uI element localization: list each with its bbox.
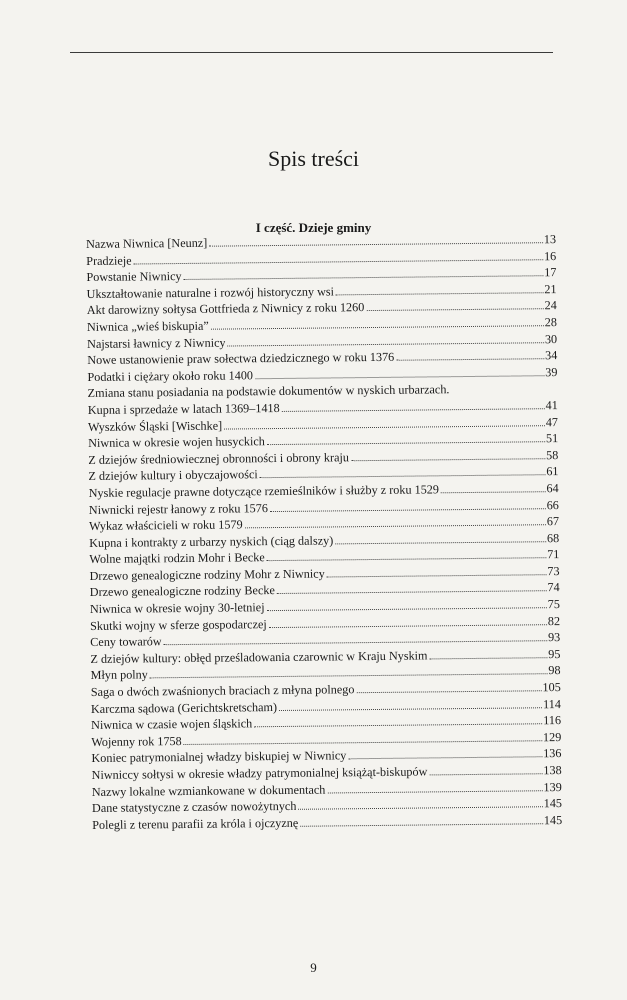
toc-entry-title: Niwnicki rejestr łanowy z roku 1576 (88, 500, 268, 517)
toc-entry-page: 51 (545, 431, 559, 446)
toc-entry-title: Niwniccy sołtysi w okresie władzy patrymonialnej książąt-biskupów (91, 764, 428, 782)
dot-leader (211, 325, 544, 329)
toc-entry-page: 67 (546, 514, 560, 529)
dot-leader (396, 358, 544, 361)
dot-leader (224, 425, 545, 429)
dot-leader (269, 624, 547, 628)
toc-entry-title: Z dziejów średniowiecznej obronności i obrony kraju (88, 449, 350, 467)
dot-leader (254, 723, 542, 727)
toc-entry-title: Wojenny rok 1758 (91, 733, 182, 749)
toc-entry-page: 93 (547, 630, 561, 645)
dot-leader (336, 292, 543, 295)
toc-entry-title: Kupna i sprzedaże w latach 1369–1418 (87, 400, 280, 417)
dot-leader (134, 259, 543, 264)
toc-entry-title: Najstarsi ławnicy z Niwnicy (87, 335, 226, 351)
toc-entry-page: 73 (547, 563, 560, 579)
toc-entry-page: 105 (542, 680, 561, 695)
toc-entry-page: 47 (545, 414, 559, 429)
dot-leader (351, 458, 545, 461)
toc-entry-page: 41 (545, 398, 558, 413)
toc-entry-title: Młyn polny (90, 667, 148, 683)
toc-entry-page: 61 (546, 464, 559, 479)
toc-entry-page: 138 (543, 763, 562, 778)
dot-leader (260, 475, 546, 479)
dot-leader (441, 491, 546, 493)
dot-leader (300, 823, 543, 827)
dot-leader (267, 607, 547, 611)
dot-leader (184, 740, 542, 745)
toc-entry-title: Kupna i kontrakty z urbarzy nyskich (ciąg dalszy) (89, 533, 334, 550)
dot-leader (348, 757, 542, 760)
toc-entry-title: Niwnica w okresie wojny 30-letniej (89, 600, 265, 617)
toc-entry-page: 66 (546, 497, 559, 512)
toc-entry-page: 145 (543, 812, 563, 828)
toc-entry-page: 21 (544, 281, 557, 296)
toc-entry-title: Nyskie regulacje prawne dotyczące rzemieślników i służby z roku 1529 (88, 482, 440, 500)
toc-entry-page: 71 (547, 547, 560, 562)
dot-leader (327, 790, 542, 793)
dot-leader (277, 591, 547, 595)
toc-entry-page: 95 (548, 646, 561, 662)
toc-entry-page: 74 (547, 580, 560, 595)
toc-entry-title: Niwnica w okresie wojen husyckich (88, 434, 265, 451)
toc-entry-page: 16 (543, 248, 557, 263)
toc-entry-title: Ceny towarów (90, 634, 162, 650)
part-heading: I część. Dzieje gminy (255, 220, 372, 235)
page-title: Spis treści (267, 146, 360, 171)
toc-entry-page: 58 (546, 447, 559, 462)
toc-entry-page: 34 (545, 348, 558, 363)
toc-entry-title: Koniec patrymonialnej władzy biskupiej w Niwnicy (91, 748, 347, 766)
dot-leader (429, 773, 542, 775)
dot-leader (298, 806, 542, 810)
toc-entry-title: Saga o dwóch zwaśnionych braciach z młyna polnego (90, 682, 355, 700)
dot-leader (430, 657, 548, 659)
toc-entry-title: Polegli z terenu parafii za króla i ojczyznę (92, 815, 299, 832)
toc-entry-title: Wykaz właścicieli w roku 1579 (88, 517, 243, 534)
toc-entry-page: 116 (543, 713, 562, 728)
toc-entry-page: 30 (544, 331, 558, 346)
toc-entry-title: Dane statystyczne z czasów nowożytnych (91, 799, 297, 816)
toc-entry-title: Akt darowizny sołtysa Gottfrieda z Niwnicy z roku 1260 (86, 300, 365, 318)
toc-entry-title: Niwnica w czasie wojen śląskich (91, 716, 253, 733)
dot-leader (209, 242, 543, 246)
dot-leader (356, 690, 541, 693)
toc-entry-page: 39 (545, 364, 558, 379)
toc-entry-page: 24 (544, 298, 557, 313)
toc-entry-page: 114 (543, 696, 561, 711)
toc-entry-page: 17 (544, 265, 557, 280)
toc-entry-title: Z dziejów kultury i obyczajowości (88, 467, 258, 484)
page-number: 9 (310, 960, 317, 975)
table-of-contents (86, 231, 562, 833)
toc-entry-title: Niwnica „wieś biskupia” (86, 318, 209, 334)
toc-entry-title: Nazwa Niwnica [Neunz] (86, 235, 208, 251)
toc-entry-page: 68 (546, 530, 560, 545)
toc-entry-title: Powstanie Niwnicy (86, 269, 182, 285)
toc-entry-page: 64 (546, 480, 559, 496)
toc-entry-page: 136 (543, 746, 562, 761)
toc-entry-title: Ukształtowanie naturalne i rozwój historyczny wsi (86, 284, 335, 301)
dot-leader (267, 441, 545, 445)
dot-leader (282, 408, 545, 412)
header-rule (70, 52, 553, 53)
dot-leader (267, 557, 546, 561)
dot-leader (164, 640, 547, 645)
toc-entry-title: Pradzieje (86, 253, 132, 268)
dot-leader (184, 275, 544, 280)
dot-leader (228, 342, 544, 346)
toc-entry-title: Podatki i ciężary około roku 1400 (87, 368, 254, 384)
toc-entry-page: 129 (542, 729, 562, 745)
toc-entry-title: Skutki wojny w sferze gospodarczej (90, 616, 267, 633)
toc-entry-page: 13 (543, 232, 557, 247)
dot-leader (279, 707, 542, 711)
toc-entry-title: Wolne majątki rodzin Mohr i Becke (89, 550, 265, 567)
toc-entry-title: Nowe ustanowienie praw sołectwa dziedzicznego w roku 1376 (87, 349, 395, 368)
toc-entry-page: 28 (544, 315, 558, 330)
dot-leader (451, 392, 556, 393)
toc-entry-title: Karczma sądowa (Gerichtskretscham) (90, 699, 278, 716)
dot-leader (270, 508, 546, 512)
dot-leader (255, 375, 544, 379)
dot-leader (327, 574, 547, 577)
dot-leader (366, 309, 543, 312)
toc-entry-title: Drzewo genealogiczne rodziny Becke (89, 583, 275, 600)
toc-entry-page: 82 (547, 613, 561, 628)
toc-entry-title: Wyszków Śląski [Wischke] (87, 418, 223, 434)
toc-entry (92, 812, 562, 834)
toc-entry-page: 139 (543, 779, 562, 794)
toc-entry-title: Drzewo genealogiczne rodziny Mohr z Niwnicy (89, 566, 325, 583)
toc-entry-title: Nazwy lokalne wzmiankowane w dokumentach (91, 782, 326, 799)
dot-leader (335, 541, 546, 544)
dot-leader (150, 674, 548, 679)
toc-entry-page: 75 (547, 597, 560, 612)
toc-entry-title: Z dziejów kultury: obłęd prześladowania czarownic w Kraju Nyskim (90, 648, 428, 666)
dot-leader (245, 524, 546, 528)
toc-entry-title: Zmiana stanu posiadania na podstawie dokumentów w nyskich urbarzach. (87, 382, 450, 401)
toc-entry-page: 145 (543, 796, 563, 811)
toc-entry-page: 98 (548, 663, 561, 678)
